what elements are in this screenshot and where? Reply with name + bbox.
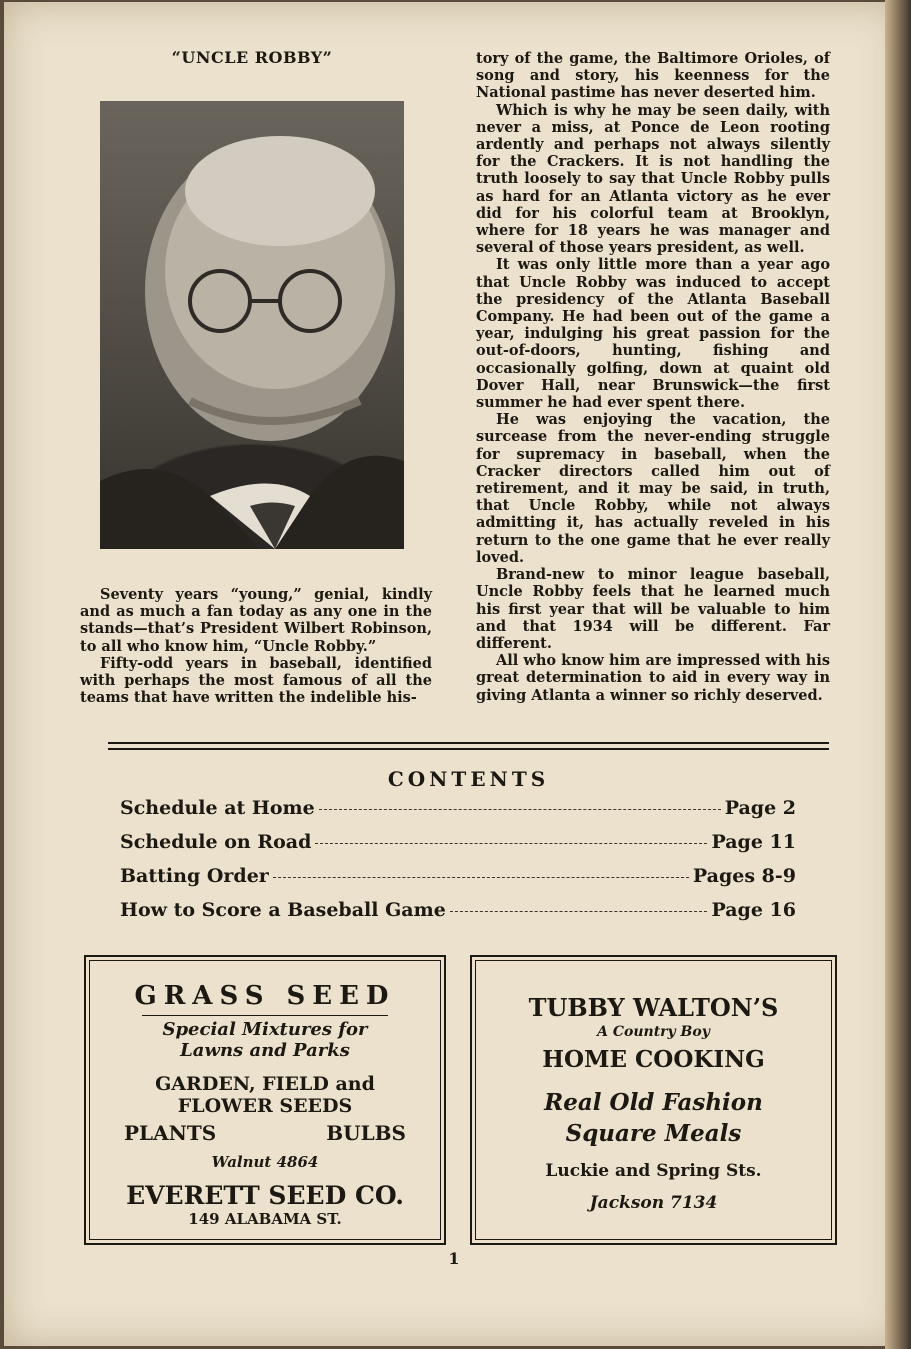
- dot-leader: [315, 843, 707, 844]
- toc-page: Page 11: [711, 831, 796, 853]
- ad-subline: Special Mixtures for: [162, 1019, 368, 1040]
- toc-page: Page 2: [724, 797, 796, 819]
- ad-address: Luckie and Spring Sts.: [545, 1161, 762, 1181]
- ad-slogan: Square Meals: [565, 1120, 742, 1147]
- paragraph: Fifty-odd years in baseball, identified with perhaps the most famous of all the teams that have written the indelible his-: [80, 654, 432, 707]
- ad-headline: GRASS SEED: [134, 981, 396, 1011]
- dot-leader: [273, 877, 689, 878]
- toc-item: [120, 865, 796, 899]
- ad-line: FLOWER SEEDS: [177, 1095, 353, 1117]
- toc-label: Schedule at Home: [120, 797, 315, 819]
- double-rule-divider: [108, 742, 829, 750]
- paragraph: Which is why he may be seen daily, with never a miss, at Ponce de Leon rooting ardently and perhaps not always silently for the Crackers. It is not handling the truth loosely to say that Uncle Robby pulls as hard for an Atlanta victory as he ever did for his colorful team at Brooklyn, where for 18 years he was manager and several of those years president, as well.: [476, 101, 830, 257]
- paragraph: Brand-new to minor league baseball, Uncle Robby feels that he learned much his first year that will be valuable to him and that 1934 will be different. Far different.: [476, 566, 830, 652]
- ad-name: TUBBY WALTON’S: [528, 993, 779, 1022]
- toc-item: [120, 899, 796, 933]
- ad-bulbs: BULBS: [326, 1121, 406, 1145]
- toc-page: Page 16: [711, 899, 796, 921]
- toc-item: [120, 797, 796, 831]
- paragraph: He was enjoying the vacation, the surcease from the never-ending struggle for supremacy in baseball, when the Cracker directors called him out of retirement, and it may be said, in truth, that Uncle Robby, while not always admitting it, has actually reveled in his return to the one game that he ever really loved.: [476, 411, 830, 566]
- left-column-text: [80, 586, 432, 706]
- article-heading: “UNCLE ROBBY”: [171, 48, 333, 67]
- paragraph: It was only little more than a year ago that Uncle Robby was induced to accept the presidency of the Atlanta Baseball Company. He had been out of the game a year, indulging his great passion for the out-of-doors, hunting, fishing and occasionally golfing, down at quaint old Dover Hall, near Brunswick—the first summer he had ever spent there.: [476, 256, 830, 412]
- portrait-illustration: [100, 101, 404, 549]
- page-number: 1: [448, 1249, 460, 1268]
- right-column-text: [476, 50, 830, 704]
- booklet-page: [4, 2, 902, 1346]
- booklet-edge: [885, 0, 911, 1349]
- grass-seed-advertisement: [84, 955, 446, 1245]
- portrait-photo: [100, 101, 404, 549]
- headline-underline: [142, 1015, 388, 1016]
- plants-bulbs-row: [90, 1121, 440, 1145]
- paragraph: Seventy years “young,” genial, kindly and as much a fan today as any one in the stands—that’s President Wilbert Robinson, to all who know him, “Uncle Robby.”: [80, 586, 432, 655]
- ad-line: GARDEN, FIELD and: [155, 1073, 375, 1095]
- ad-plants: PLANTS: [124, 1121, 217, 1145]
- toc-label: Batting Order: [120, 865, 269, 887]
- paragraph: tory of the game, the Baltimore Orioles, of song and story, his keenness for the National pastime has never deserted him.: [476, 50, 830, 102]
- toc-label: How to Score a Baseball Game: [120, 899, 446, 921]
- toc-item: [120, 831, 796, 865]
- toc-label: Schedule on Road: [120, 831, 312, 853]
- ad-company: EVERETT SEED CO.: [126, 1181, 404, 1210]
- ad-slogan: Real Old Fashion: [544, 1089, 763, 1116]
- ad-headline: HOME COOKING: [542, 1046, 765, 1073]
- ad-phone: Walnut 4864: [211, 1153, 319, 1171]
- toc-page: Pages 8-9: [692, 865, 796, 887]
- paragraph: All who know him are impressed with his great determination to aid in every way in giving Atlanta a winner so richly deserved.: [476, 652, 830, 704]
- ad-subline: Lawns and Parks: [180, 1040, 350, 1061]
- table-of-contents: [120, 797, 796, 933]
- ad-phone: Jackson 7134: [589, 1193, 718, 1213]
- ad-address: 149 ALABAMA ST.: [188, 1210, 342, 1228]
- dot-leader: [319, 809, 721, 810]
- dot-leader: [450, 911, 708, 912]
- contents-title: CONTENTS: [387, 767, 550, 791]
- ad-tagline: A Country Boy: [597, 1024, 710, 1040]
- home-cooking-advertisement: [470, 955, 837, 1245]
